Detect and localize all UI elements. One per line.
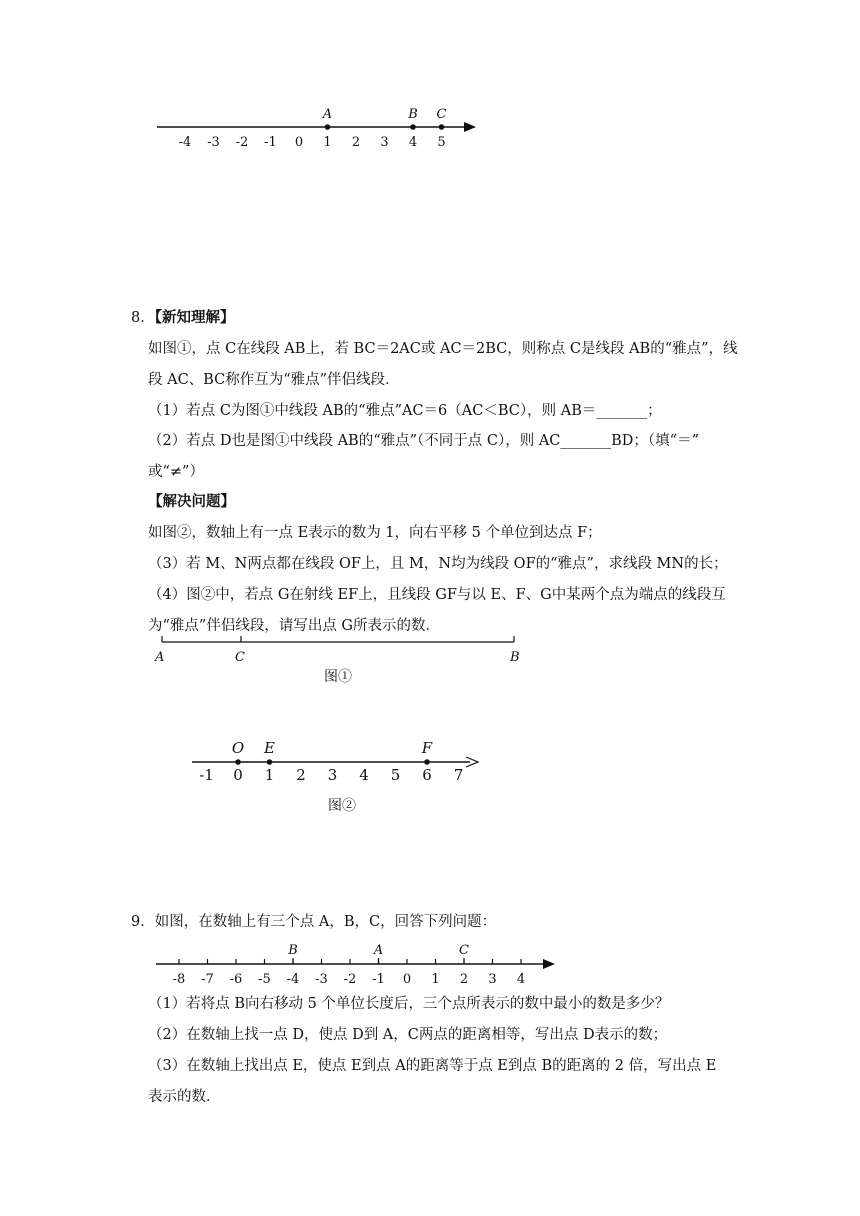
- tick-label: 2: [459, 972, 469, 985]
- tick-label: -1: [264, 135, 277, 150]
- label-a: A: [155, 650, 165, 665]
- q8-intro-line2: 段 AC、BC称作互为“雅点”伴侣线段．: [148, 372, 400, 388]
- point-label-c: C: [459, 943, 469, 958]
- q9-intro: 如图，在数轴上有三个点 A，B，C，回答下列问题：: [154, 914, 497, 930]
- tick-label: -2: [235, 135, 249, 150]
- tick-label: -3: [207, 135, 220, 150]
- figure-1-segment: [0, 625, 860, 670]
- figure-2-caption: 图②: [328, 798, 356, 814]
- tick-label: -1: [372, 972, 385, 985]
- tick-label: 0: [402, 972, 412, 985]
- label-b: B: [510, 650, 520, 665]
- tick-label: 4: [359, 766, 369, 784]
- point-label-a: A: [322, 107, 333, 122]
- point-label-o: O: [231, 739, 245, 757]
- tick-label: -8: [172, 972, 186, 985]
- point-label-c: C: [436, 107, 447, 122]
- q9-number-line: [0, 935, 860, 985]
- tick-label: -3: [315, 972, 328, 985]
- tick-label: -1: [199, 766, 214, 784]
- axis-arrow: [543, 959, 555, 969]
- q8-part4-line1: （4）图②中，若点 G在射线 EF上，且线段 GF与以 E、F、G中某两个点为端点的线段互: [148, 587, 726, 603]
- tick-label: -6: [229, 972, 243, 985]
- tick-label: -4: [286, 972, 300, 985]
- tick-label: 3: [488, 972, 497, 985]
- point-label-e: E: [264, 739, 275, 757]
- q8-intro-line1: 如图①，点 C在线段 AB上，若 BC＝2AC或 AC＝2BC，则称点 C是线段 AB的“雅点”，线: [148, 341, 738, 357]
- question-9-header: [131, 912, 496, 932]
- question-number: 9．: [131, 914, 155, 930]
- tick-label: 1: [431, 972, 440, 985]
- point-a: [325, 124, 331, 130]
- tick-label: 1: [264, 766, 275, 784]
- tick-label: 3: [327, 766, 338, 784]
- question-number: 8．: [131, 310, 155, 326]
- label-c: C: [235, 650, 245, 665]
- point-e: [267, 759, 273, 765]
- point-label-f: F: [421, 739, 433, 757]
- tick-label: 0: [294, 135, 304, 150]
- tick-label: 5: [390, 766, 401, 784]
- point-label-b: B: [408, 107, 418, 122]
- section-heading-solve: 【解决问题】: [148, 493, 235, 510]
- tick-label: 4: [516, 972, 526, 985]
- q8-part1: （1）若点 C为图①中线段 AB的“雅点”AC＝6（AC＜BC），则 AB＝_______；: [148, 403, 662, 419]
- tick-label: 2: [351, 135, 361, 150]
- tick-label: 7: [453, 766, 464, 784]
- figure-1-caption: 图①: [324, 669, 352, 685]
- point-c: [439, 124, 445, 130]
- tick-label: 4: [408, 135, 418, 150]
- point-b: [410, 124, 416, 130]
- tick-label: -7: [201, 972, 214, 985]
- question-8-header: [131, 308, 234, 328]
- tick-label: 1: [323, 135, 332, 150]
- q8-part2-line1: （2）若点 D也是图①中线段 AB的“雅点”（不同于点 C），则 AC_______BD；（填“＝”: [148, 433, 700, 449]
- point-label-a: A: [373, 943, 384, 958]
- q8-solve-intro: 如图②，数轴上有一点 E表示的数为 1，向右平移 5 个单位到达点 F；: [148, 525, 602, 541]
- point-label-b: B: [288, 943, 298, 958]
- tick-label: 2: [296, 766, 306, 784]
- q9-part3-line1: （3）在数轴上找出点 E，使点 E到点 A的距离等于点 E到点 B的距离的 2 倍，写出点 E: [148, 1058, 717, 1074]
- axis-arrow: [464, 122, 476, 132]
- q9-part2: （2）在数轴上找一点 D，使点 D到 A，C两点的距离相等，写出点 D表示的数；: [148, 1027, 668, 1043]
- tick-label: 6: [422, 766, 432, 784]
- q8-part3: （3）若 M、N两点都在线段 OF上，且 M，N均为线段 OF的“雅点”，求线段 MN的长；: [148, 556, 728, 572]
- tick-label: 3: [380, 135, 389, 150]
- section-heading: 【新知理解】: [154, 309, 235, 326]
- q8-part2-line2: 或“≠”）: [148, 464, 204, 480]
- point-o: [235, 759, 241, 765]
- q8-part4-line2: 为“雅点”伴侣线段，请写出点 G所表示的数．: [148, 618, 441, 634]
- tick-label: -5: [258, 972, 271, 985]
- tick-label: 0: [233, 766, 243, 784]
- tick-label: -2: [343, 972, 357, 985]
- q9-part3-line2: 表示的数．: [148, 1089, 221, 1105]
- q9-part1: （1）若将点 B向右移动 5 个单位长度后，三个点所表示的数中最小的数是多少？: [148, 996, 670, 1012]
- figure-2-number-line: [0, 730, 860, 790]
- number-line-top: [0, 0, 860, 170]
- point-f: [424, 759, 430, 765]
- tick-label: 5: [437, 135, 446, 150]
- tick-label: -4: [178, 135, 192, 150]
